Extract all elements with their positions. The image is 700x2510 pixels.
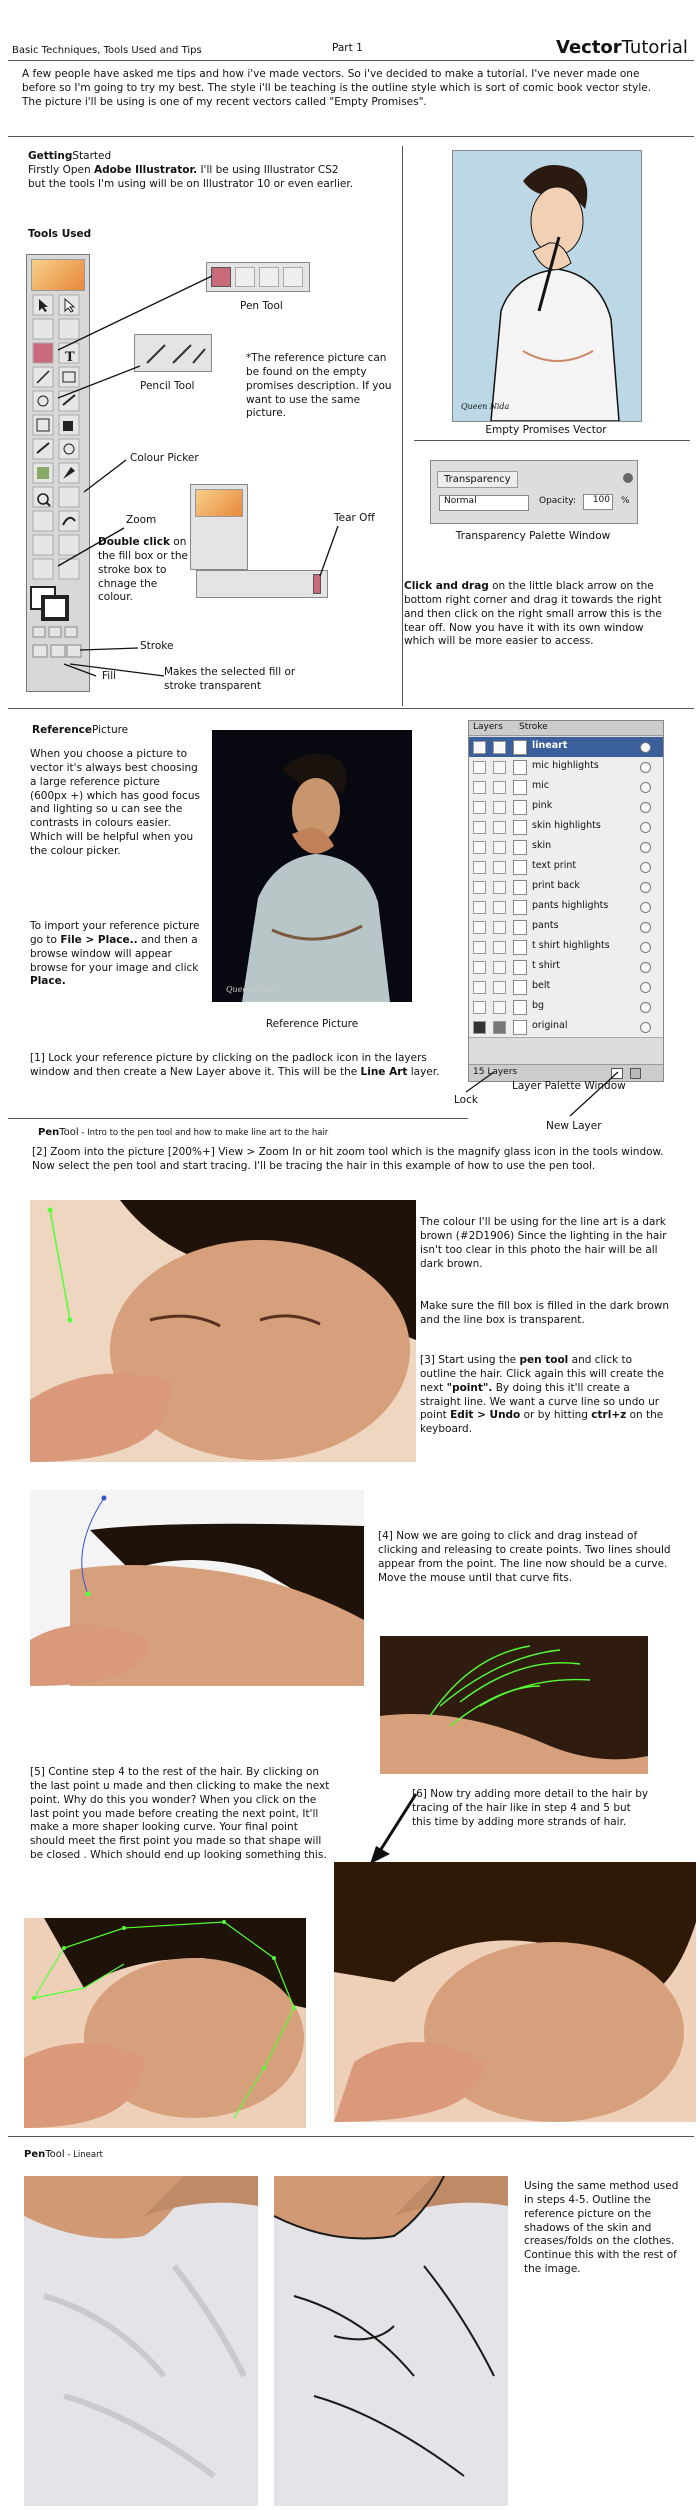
target-circle-icon[interactable]: [640, 762, 651, 773]
target-circle-icon[interactable]: [640, 902, 651, 913]
visibility-toggle-icon[interactable]: [473, 941, 486, 954]
reference-para2: [30, 920, 200, 989]
step3-a: [3] Start using the: [420, 1354, 520, 1366]
layer-thumbnail: [513, 820, 527, 835]
svg-text:T: T: [65, 350, 75, 365]
layer-row[interactable]: [469, 1017, 663, 1038]
pen-intro-rest: - Intro to the pen tool and how to make line art to the hair: [78, 1128, 329, 1138]
visibility-toggle-icon[interactable]: [473, 821, 486, 834]
layer-thumbnail: [513, 900, 527, 915]
layer-name: t shirt: [532, 960, 560, 971]
transparency-palette: [430, 460, 638, 524]
palette-menu-arrow-icon[interactable]: [623, 473, 633, 483]
new-layer-label: New Layer: [546, 1120, 602, 1132]
layer-row[interactable]: [469, 997, 663, 1018]
line1-bold: Adobe Illustrator.: [93, 164, 198, 176]
fill-box-text: Make sure the fill box is filled in the dark brown and the line box is transparent.: [420, 1300, 670, 1326]
poster-rule: [414, 440, 690, 441]
opacity-unit: %: [621, 496, 630, 506]
reference-note: *The reference picture can be found on the empty promises description. If you want to use the same picture.: [246, 352, 392, 420]
title-bold: Vector: [556, 37, 622, 58]
layer-thumbnail: [513, 780, 527, 795]
target-circle-icon[interactable]: [640, 862, 651, 873]
tear-off-rest: on the little black arrow on the bottom right corner and drag it towards the right and then click on the right small arrow this is the tear off. Now you have it with its own window which will be more easier to access.: [404, 580, 662, 648]
target-circle-icon[interactable]: [640, 922, 651, 933]
visibility-toggle-icon[interactable]: [473, 1021, 486, 1034]
header-rule: [8, 60, 694, 61]
intro-text: A few people have asked me tips and how i've made vectors. So i've decided to make a tutorial. I've never made one before so I'm going to try my best. The style i'll be teaching is the outline style which is sort of comic book vector style. The picture i'll be using is one of my recent vectors called "Empty Promises".: [22, 68, 652, 108]
visibility-toggle-icon[interactable]: [473, 841, 486, 854]
getting-started-heading: [28, 150, 111, 164]
lineart-heading: [24, 2148, 103, 2161]
layer-thumbnail: [513, 740, 527, 755]
step3-ctrl: ctrl+z: [591, 1409, 627, 1422]
lock-toggle-icon[interactable]: [493, 841, 506, 854]
layers-palette: [468, 720, 664, 1082]
target-circle-icon[interactable]: [640, 982, 651, 993]
toolbox-logo: [31, 259, 85, 291]
opacity-label: Opacity:: [539, 496, 576, 506]
target-circle-icon[interactable]: [640, 1002, 651, 1013]
lock-toggle-icon[interactable]: [493, 781, 506, 794]
layer-thumbnail: [513, 980, 527, 995]
toolbox-tool-grid: [27, 293, 89, 689]
step3-point: "point".: [446, 1381, 493, 1394]
lock-toggle-icon[interactable]: [493, 961, 506, 974]
layer-thumbnail: [513, 1000, 527, 1015]
layer-name: pink: [532, 800, 553, 811]
tools-heading: Tools Used: [28, 228, 92, 240]
lock-toggle-icon[interactable]: [493, 761, 506, 774]
reference-heading: [32, 724, 128, 738]
lineart-after-photo: [274, 2176, 508, 2506]
lock-label: Lock: [454, 1094, 478, 1106]
layer-thumbnail: [513, 920, 527, 935]
layer-row[interactable]: [469, 937, 663, 958]
layer-name: pants highlights: [532, 900, 609, 911]
step1-end: layer.: [407, 1065, 440, 1078]
lineart-before-photo: [24, 2176, 258, 2506]
visibility-toggle-icon[interactable]: [473, 861, 486, 874]
fill-label: Fill: [102, 670, 117, 682]
transparency-tab[interactable]: Transparency: [437, 471, 518, 488]
layer-name: mic: [532, 780, 550, 791]
layer-palette-caption: Layer Palette Window: [512, 1080, 626, 1092]
layer-thumbnail: [513, 960, 527, 975]
hair-closeup-photo-2: [30, 1490, 364, 1686]
double-click-note: [98, 536, 192, 605]
stroke-label: Stroke: [140, 640, 174, 652]
layer-row[interactable]: [469, 917, 663, 938]
reference-para1: When you choose a picture to vector it's always best choosing a large reference picture (600px +) which has good focus and lighting so u can see the contrasts in colours easier. Which will be helpful when you the colour picker.: [30, 748, 200, 858]
para2-place: Place.: [30, 975, 66, 988]
hair-strands-photo: [380, 1636, 648, 1774]
para2-a: To import your reference picture go to: [30, 920, 200, 946]
target-circle-icon[interactable]: [640, 802, 651, 813]
layer-row[interactable]: [469, 877, 663, 898]
hair-filled-photo: [334, 1862, 696, 2122]
new-layer-icon[interactable]: [611, 1068, 623, 1079]
section-rule-3: [8, 1118, 468, 1119]
layer-name: bg: [532, 1000, 545, 1011]
delete-layer-icon[interactable]: [630, 1068, 641, 1079]
visibility-toggle-icon[interactable]: [473, 901, 486, 914]
reference-heading-bold: Reference: [32, 724, 93, 736]
opacity-input[interactable]: 100: [583, 494, 613, 510]
getting-started-line1: [28, 164, 339, 178]
layer-thumbnail: [513, 880, 527, 895]
layer-row[interactable]: [469, 817, 663, 838]
lineart-heading-b: Tool: [45, 2149, 65, 2160]
layer-thumbnail: [513, 1020, 527, 1035]
reference-photo: [212, 730, 412, 1002]
visibility-toggle-icon[interactable]: [473, 1001, 486, 1014]
target-circle-icon[interactable]: [640, 962, 651, 973]
lineart-heading-rest: - Lineart: [64, 2150, 103, 2160]
step5-text: [5] Contine step 4 to the rest of the hair. By clicking on the last point u made and then clicking to make the next point. Why do this you wonder? When you click on the last point you made before creating the next point, It'll make a more shaper looking curve. Your final point should meet the first point you made so that shape will be closed . Which should end up looking something this.: [30, 1766, 330, 1862]
target-circle-icon[interactable]: [640, 822, 651, 833]
pencil-tool-flyout: [134, 334, 212, 372]
layer-row[interactable]: [469, 957, 663, 978]
step3-pen: pen tool: [519, 1354, 569, 1366]
tear-off-bold: Click and drag: [404, 580, 489, 592]
hair-colour-text: The colour I'll be using for the line art is a dark brown (#2D1906) Since the lighting in the hair isn't too clear in this photo the hair will be all dark brown.: [420, 1216, 667, 1270]
layer-row[interactable]: [469, 737, 663, 758]
step3-text: [420, 1354, 670, 1437]
visibility-toggle-icon[interactable]: [473, 741, 486, 754]
zoom-label: Zoom: [126, 514, 157, 526]
transparency-caption: Transparency Palette Window: [455, 530, 611, 542]
para2-b: and then a browse window will appear browse for your image and click: [30, 933, 199, 974]
step1-bold: Line Art: [360, 1065, 408, 1078]
tear-off-label: Tear Off: [334, 512, 375, 524]
visibility-toggle-icon[interactable]: [473, 961, 486, 974]
hair-closeup-photo-1: [30, 1200, 416, 1462]
getting-started-line2: but the tools I'm using will be on Illustrator 10 or even earlier.: [28, 178, 354, 190]
empty-promises-vector-image: [452, 150, 642, 422]
lock-toggle-icon[interactable]: [493, 821, 506, 834]
lock-toggle-icon[interactable]: [493, 881, 506, 894]
layer-thumbnail: [513, 800, 527, 815]
layer-row[interactable]: [469, 897, 663, 918]
step1-text: [30, 1052, 456, 1080]
layer-row[interactable]: [469, 977, 663, 998]
layer-row[interactable]: [469, 777, 663, 798]
layer-name: print back: [532, 880, 580, 891]
layer-thumbnail: [513, 840, 527, 855]
pen-intro-b: Tool: [59, 1127, 79, 1138]
lock-toggle-icon[interactable]: [493, 941, 506, 954]
transparency-mode-select[interactable]: Normal: [439, 495, 529, 511]
reference-caption: Reference Picture: [265, 1018, 359, 1030]
step1-main: [1] Lock your reference picture by clicking on the padlock icon in the layers window and then create a New Layer above it. This will be the: [30, 1052, 427, 1078]
lock-toggle-icon[interactable]: [493, 861, 506, 874]
layer-list: [469, 737, 663, 1037]
header-left: Basic Techniques, Tools Used and Tips: [12, 45, 202, 56]
layer-row[interactable]: [469, 797, 663, 818]
target-circle-icon[interactable]: [640, 742, 651, 753]
target-circle-icon[interactable]: [640, 782, 651, 793]
para2-file: File > Place..: [60, 933, 138, 946]
target-circle-icon[interactable]: [640, 842, 651, 853]
step4-text: [4] Now we are going to click and drag instead of clicking and releasing to create points. Two lines should appear from the point. The line now should be a curve. Move the mouse until that curve fits.: [378, 1530, 671, 1584]
section-rule-2: [8, 708, 694, 709]
lock-toggle-icon[interactable]: [493, 801, 506, 814]
step3-d: or by hitting: [520, 1409, 592, 1422]
layer-thumbnail: [513, 760, 527, 775]
lock-toggle-icon[interactable]: [493, 1001, 506, 1014]
layer-name: pants: [532, 920, 559, 931]
visibility-toggle-icon[interactable]: [473, 801, 486, 814]
target-circle-icon[interactable]: [640, 882, 651, 893]
double-click-rest: on the fill box or the stroke box to chnage the colour.: [98, 536, 188, 604]
target-circle-icon[interactable]: [640, 1022, 651, 1033]
layer-row[interactable]: [469, 857, 663, 878]
page-title: [556, 36, 688, 60]
line1-post: I'll be using Illustrator CS2: [197, 164, 339, 176]
layer-name: original: [532, 1020, 568, 1031]
visibility-toggle-icon[interactable]: [473, 781, 486, 794]
visibility-toggle-icon[interactable]: [473, 981, 486, 994]
pen-intro-bold: Pen: [38, 1127, 60, 1138]
step6-text: [6] Now try adding more detail to the hair by tracing of the hair like in step 4 and 5 but this time by adding more strands of hair.: [412, 1788, 649, 1828]
step3-e: on the keyboard.: [420, 1409, 664, 1436]
layer-row[interactable]: [469, 757, 663, 778]
hair-outline-photo: [24, 1918, 306, 2128]
lock-toggle-icon[interactable]: [493, 981, 506, 994]
lock-toggle-icon[interactable]: [493, 1021, 506, 1034]
stroke-tab[interactable]: Stroke: [519, 722, 548, 732]
reference-heading-regular: Picture: [92, 724, 129, 736]
lineart-heading-bold: Pen: [24, 2149, 46, 2160]
colour-picker-label: Colour Picker: [130, 452, 199, 464]
pen-tool-flyout: [206, 262, 310, 292]
transparent-note: Makes the selected fill or stroke transparent: [164, 666, 296, 692]
step2-text: [2] Zoom into the picture [200%+] View > Zoom In or hit zoom tool which is the magnify glass icon in the tools window. Now select the pen tool and start tracing. I'll be tracing the hair in this example of how to use the pen tool.: [32, 1146, 664, 1172]
title-regular: Tutorial: [621, 37, 688, 58]
line1-pre: Firstly Open: [28, 164, 94, 176]
layer-name: skin: [532, 840, 552, 851]
layers-tab[interactable]: Layers: [473, 722, 503, 732]
empty-promises-caption: Empty Promises Vector: [485, 424, 607, 436]
heading-bold: Getting: [28, 150, 73, 162]
step3-b: and click to outline the hair. Click again this will create the next: [420, 1354, 664, 1394]
svg-text:Queen Nida: Queen Nida: [461, 402, 510, 411]
step3-c: By doing this it'll create a straight line. We want a curve line so undo ur point: [420, 1381, 660, 1422]
pencil-tool-label: Pencil Tool: [140, 380, 195, 392]
lineart-text: Using the same method used in steps 4-5. Outline the reference picture on the shadows of the skin and creases/folds on the clothes. Continue this with the rest of the image.: [524, 2180, 679, 2276]
zoom-tearoff-panel: [190, 484, 248, 570]
tearoff-strip: [196, 570, 328, 598]
tear-off-instructions: [404, 580, 674, 649]
svg-text:Queen Nida: Queen Nida: [226, 985, 275, 994]
target-circle-icon[interactable]: [640, 942, 651, 953]
layer-name: belt: [532, 980, 551, 991]
lock-toggle-icon[interactable]: [493, 921, 506, 934]
layer-name: lineart: [532, 740, 568, 751]
step3-undo: Edit > Undo: [450, 1409, 521, 1422]
lock-toggle-icon[interactable]: [493, 741, 506, 754]
layers-count: 15 Layers: [473, 1067, 518, 1077]
layer-row[interactable]: [469, 837, 663, 858]
toolbox-panel: [26, 254, 90, 692]
layer-name: t shirt highlights: [532, 940, 610, 951]
heading-regular: Started: [72, 150, 112, 162]
header-part: Part 1: [332, 42, 363, 54]
double-click-bold: Double click: [98, 536, 170, 548]
section-divider-vertical: [402, 146, 403, 706]
visibility-toggle-icon[interactable]: [473, 881, 486, 894]
visibility-toggle-icon[interactable]: [473, 761, 486, 774]
section-rule-4: [8, 2136, 694, 2137]
layer-thumbnail: [513, 860, 527, 875]
intro-rule: [8, 136, 694, 137]
pen-intro-heading: [38, 1126, 328, 1139]
visibility-toggle-icon[interactable]: [473, 921, 486, 934]
layer-name: mic highlights: [532, 760, 599, 771]
layer-name: text print: [532, 860, 577, 871]
pen-tool-label: Pen Tool: [240, 300, 283, 312]
layer-name: skin highlights: [532, 820, 601, 831]
lock-toggle-icon[interactable]: [493, 901, 506, 914]
layer-thumbnail: [513, 940, 527, 955]
